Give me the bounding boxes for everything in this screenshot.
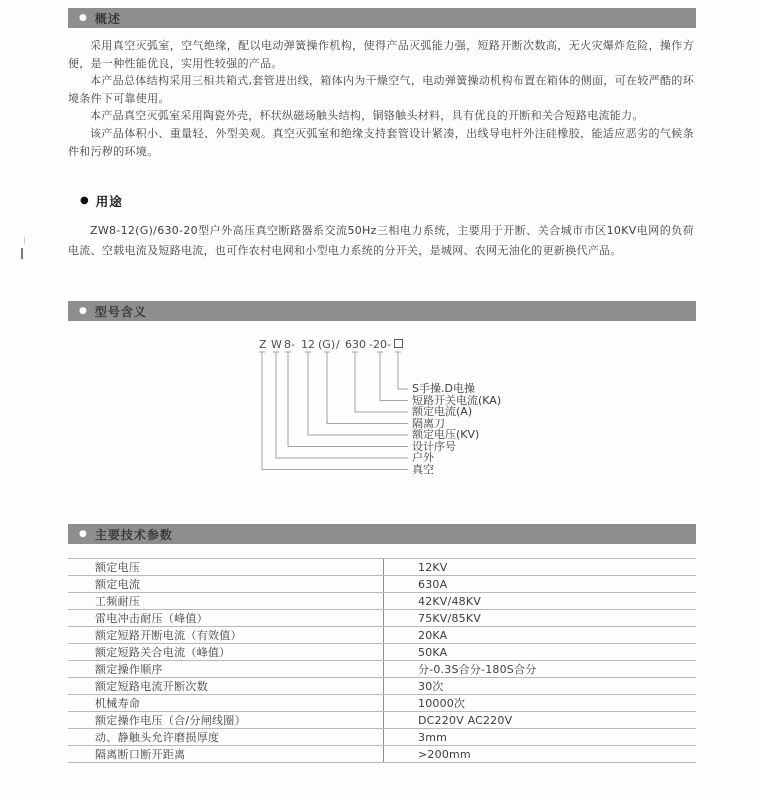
table-row	[68, 661, 696, 678]
parameter-name: 动、静触头允许磨损厚度	[68, 729, 384, 745]
section-header-model	[68, 301, 696, 321]
parameter-value: 42KV/48KV	[418, 594, 481, 608]
model-meaning-label: 额定电压(KV)	[412, 428, 480, 441]
model-meaning-label: 户外	[412, 451, 434, 464]
usage-paragraphs	[68, 221, 694, 260]
overview-paragraph: 本产品真空灭弧室采用陶瓷外壳，杯状纵磁场触头结构，铜铬触头材料，具有优良的开断和关合短路电流能力。	[90, 109, 644, 123]
model-token: -	[291, 338, 295, 351]
model-meaning-label: 短路开关电流(KA)	[412, 393, 502, 407]
model-token: W	[271, 338, 282, 351]
connector-line	[259, 352, 408, 470]
parameter-value: 30次	[418, 680, 444, 693]
parameter-name: 额定操作电压（合/分闸线圈）	[68, 712, 384, 728]
model-token: /	[336, 338, 340, 351]
parameter-name: 额定短路电流开断次数	[68, 678, 384, 694]
table-row	[68, 593, 696, 610]
parameter-name: 额定电压	[68, 559, 384, 575]
model-meaning-label: 隔离刀	[412, 416, 445, 430]
section-title-overview: 概述	[94, 11, 121, 26]
parameter-name: 雷电冲击耐压（峰值）	[68, 610, 384, 626]
section-header-parameters	[68, 524, 696, 544]
parameter-name: 额定短路开断电流（有效值）	[68, 627, 384, 643]
overview-paragraphs	[68, 37, 694, 160]
parameter-name: 机械寿命	[68, 695, 384, 711]
parameter-name: 额定短路关合电流（峰值）	[68, 644, 384, 660]
parameter-value: 分-0.3S合分-180S合分	[418, 663, 537, 676]
parameter-name: 工频耐压	[68, 593, 384, 609]
table-row	[68, 729, 696, 746]
section-header-usage	[80, 192, 123, 210]
parameter-name: 额定操作顺序	[68, 661, 384, 677]
model-meaning-label: 额定电流(A)	[412, 405, 473, 418]
model-meaning-label: 设计序号	[412, 439, 456, 453]
table-row	[68, 678, 696, 695]
parameter-value: >200mm	[418, 747, 471, 761]
parameter-name: 隔离断口断开距离	[68, 746, 384, 762]
parameter-value: 75KV/85KV	[418, 611, 481, 625]
model-token: 630	[345, 338, 366, 351]
section-title-usage: 用途	[95, 194, 123, 209]
fold-mark	[21, 248, 23, 259]
parameter-value: 12KV	[418, 560, 448, 574]
bullet-icon: ●	[80, 195, 89, 206]
bullet-icon: ●	[79, 305, 87, 316]
connector-line	[273, 352, 408, 458]
parameter-value: 50KA	[418, 645, 448, 659]
model-token: (G)	[318, 338, 336, 351]
parameter-value: 3mm	[418, 730, 448, 744]
overview-paragraph: 该产品体积小、重量轻、外型美观。真空灭弧室和绝缘支持套管设计紧凑，出线导电杆外注硅橡胶，能适应恶劣的气候条件和污秽的环境。	[68, 126, 694, 158]
model-token: Z	[259, 338, 267, 351]
usage-paragraph: ZW8-12(G)/630-20型户外高压真空断路器系交流50Hz三相电力系统，主要用于开断、关合城市市区10KV电网的负荷电流、空载电流及短路电流，也可作农村电网和小型电力系统的分开关，是城网、农网无油化的更新换代产品。	[68, 224, 694, 257]
connector-line	[285, 352, 408, 447]
connector-line	[377, 352, 408, 401]
table-row	[68, 576, 696, 593]
model-box-placeholder	[394, 339, 403, 348]
model-token: 8	[284, 338, 291, 351]
connector-line	[305, 352, 408, 435]
connector-line	[324, 352, 408, 424]
overview-paragraph: 采用真空灭弧室，空气绝缘，配以电动弹簧操作机构，使得产品灭弧能力强，短路开断次数高，无火灾爆炸危险，操作方便，是一种性能优良，实用性较强的产品。	[68, 39, 694, 70]
parameter-value: 20KA	[418, 628, 448, 642]
model-meaning-label: 真空	[412, 462, 434, 476]
bullet-icon: ●	[79, 528, 87, 539]
model-meaning-label: S手操.D电操	[412, 382, 475, 395]
table-row	[68, 712, 696, 729]
table-row	[68, 695, 696, 712]
table-row	[68, 644, 696, 661]
bullet-icon: ●	[79, 12, 87, 23]
fold-mark	[24, 237, 25, 244]
table-row	[68, 746, 696, 763]
parameter-value: DC220V AC220V	[418, 713, 513, 727]
section-title-model: 型号含义	[94, 304, 147, 319]
parameter-value: 10000次	[418, 697, 466, 710]
table-row	[68, 610, 696, 627]
model-token: -20-	[369, 338, 391, 351]
model-designation-diagram	[0, 330, 760, 485]
parameters-table	[68, 558, 696, 763]
parameter-value: 630A	[418, 577, 448, 591]
connector-line	[395, 352, 408, 389]
table-row	[68, 627, 696, 644]
section-header-overview	[68, 8, 696, 28]
overview-paragraph: 本产品总体结构采用三相共箱式,套管进出线，箱体内为干燥空气，电动弹簧操动机构布置在箱体的侧面，可在较严酷的环境条件下可靠使用。	[68, 74, 694, 105]
model-token: 12	[301, 338, 315, 351]
parameter-name: 额定电流	[68, 576, 384, 592]
table-row	[68, 559, 696, 576]
section-title-parameters: 主要技术参数	[94, 527, 173, 542]
